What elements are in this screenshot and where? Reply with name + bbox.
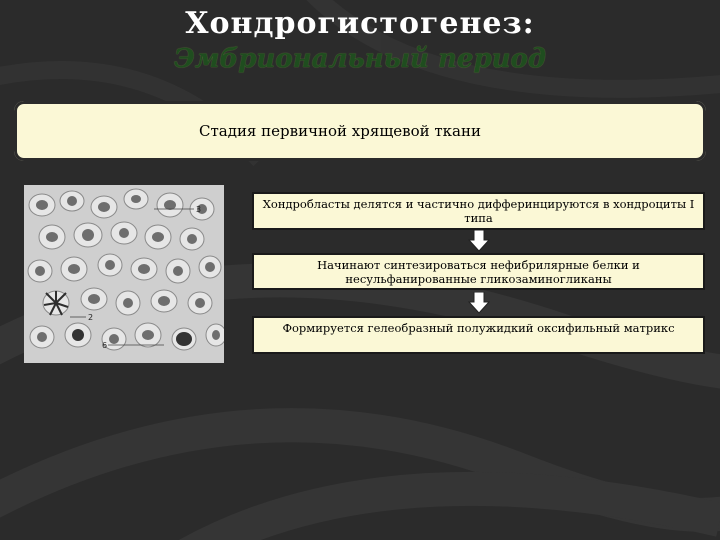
micrograph-label-6: 6 bbox=[102, 341, 108, 350]
stage-header-box bbox=[14, 101, 706, 161]
micrograph-image bbox=[24, 185, 224, 363]
micrograph-label-3: 3 bbox=[196, 205, 202, 214]
down-arrow-icon bbox=[468, 230, 490, 252]
step-2-text: Начинают синтезироваться нефибрилярные белки и несульфанированные гликозаминогликаны bbox=[317, 258, 640, 286]
micrograph-label-2: 2 bbox=[88, 313, 94, 322]
step-3-text: Формируется гелеобразный полужидкий оксифильный матрикс bbox=[282, 321, 675, 335]
step-box-3 bbox=[252, 316, 705, 354]
step-box-2 bbox=[252, 253, 705, 290]
slide-title: Хондрогистогенез: bbox=[185, 6, 535, 41]
stage-label: Стадия первичной хрящевой ткани bbox=[198, 122, 481, 140]
step-1-text: Хондробласты делятся и частично дифферинцируются в хондроциты I типа bbox=[262, 197, 695, 225]
slide-subtitle: Эмбриональный период bbox=[174, 44, 546, 74]
down-arrow-icon bbox=[468, 292, 490, 314]
step-box-1 bbox=[252, 192, 705, 230]
